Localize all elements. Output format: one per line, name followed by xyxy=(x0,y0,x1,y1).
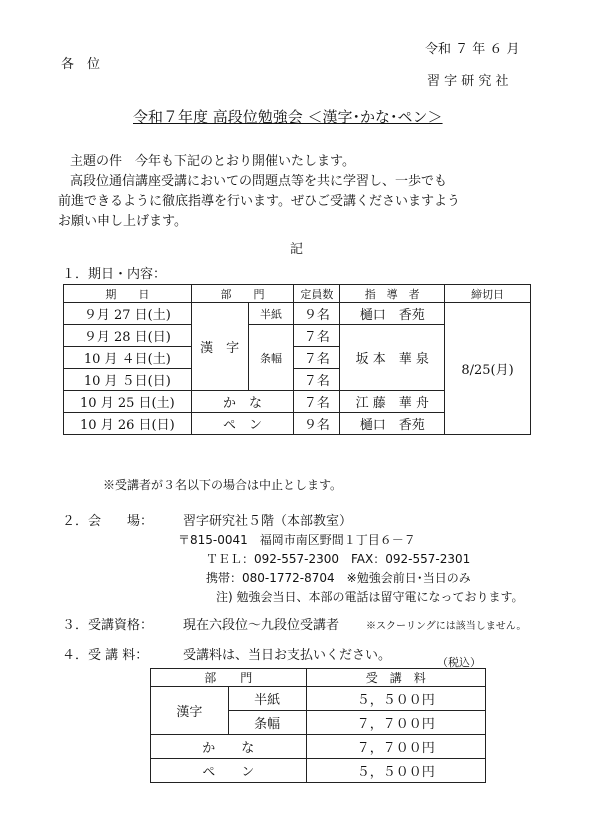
instructor-cell: 江 藤 華 舟 xyxy=(340,391,445,413)
fee-header-row xyxy=(151,669,486,687)
instructor-cell: 樋口 香苑 xyxy=(340,303,445,325)
intro-line-1: 主題の件 今年も下記のとおり開催いたします。 xyxy=(70,154,355,169)
organization-name: 習 字 研 究 社 xyxy=(427,74,509,89)
fee-cell: ５，５００円 xyxy=(306,687,485,711)
header-deadline: 締切日 xyxy=(445,285,531,303)
capacity-cell: ７名 xyxy=(294,347,340,369)
schedule-header-row xyxy=(64,285,531,303)
table-row xyxy=(151,735,486,759)
fee-cell: ５，５００円 xyxy=(306,759,485,783)
document-title: 令和７年度 高段位勉強会 ＜漢字･かな･ペン＞ xyxy=(133,108,443,126)
fee-cell: ７，７００円 xyxy=(306,735,485,759)
table-row xyxy=(151,687,486,711)
schedule-table xyxy=(63,284,531,435)
header-fee: 受 講 料 xyxy=(306,669,485,687)
section-1-heading: １．期日・内容： xyxy=(62,267,167,282)
venue-address: 〒815-0041 福岡市南区野間１丁目６－７ xyxy=(178,533,416,547)
intro-line-3: 前進できるように徹底指導を行います。ぜひご受講くださいますよう xyxy=(58,194,460,209)
venue-phone-fax: ＴＥＬ：092-557-2300 FAX：092-557-2301 xyxy=(206,552,471,566)
header-department: 部 門 xyxy=(191,285,294,303)
header-capacity: 定員数 xyxy=(294,285,340,303)
department-pen: ペ ン xyxy=(151,759,307,783)
department-kanji: 漢 字 xyxy=(191,303,248,391)
department-kana: か な xyxy=(191,391,294,413)
issue-date: 令和 ７ 年 ６ 月 xyxy=(425,42,520,57)
subdepartment-hanshi: 半紙 xyxy=(248,303,294,325)
department-kana: か な xyxy=(151,735,307,759)
eligibility-note: ※スクーリングには該当しません。 xyxy=(366,621,527,632)
eligibility-value: 現在六段位～九段位受講者 xyxy=(183,618,340,633)
venue-note: 注) 勉強会当日、本部の電話は留守電になっております。 xyxy=(216,590,524,604)
date-cell: 10 月 26 日(日) xyxy=(64,413,192,435)
date-cell: 10 月 25 日(土) xyxy=(64,391,192,413)
date-cell: ９月 28 日(日) xyxy=(64,325,192,347)
tax-included-label: （税込） xyxy=(437,656,481,669)
table-row xyxy=(151,759,486,783)
capacity-cell: ９名 xyxy=(294,413,340,435)
table-row xyxy=(64,303,531,325)
subdepartment-jofuku: 条幅 xyxy=(228,711,306,735)
capacity-cell: ７名 xyxy=(294,391,340,413)
venue-name: 習字研究社５階（本部教室） xyxy=(183,514,353,529)
date-cell: ９月 27 日(土) xyxy=(64,303,192,325)
instructor-cell: 樋口 香苑 xyxy=(340,413,445,435)
department-kanji: 漢字 xyxy=(151,687,229,735)
department-pen: ペ ン xyxy=(191,413,294,435)
recipient: 各 位 xyxy=(61,57,101,72)
fee-table xyxy=(150,668,486,783)
ki-marker: 記 xyxy=(290,242,304,257)
date-cell: 10 月 ４日(土) xyxy=(64,347,192,369)
header-department: 部 門 xyxy=(151,669,307,687)
fee-instruction: 受講料は、当日お支払いください。 xyxy=(183,648,392,663)
header-date: 期 日 xyxy=(64,285,192,303)
header-instructor: 指 導 者 xyxy=(340,285,445,303)
venue-mobile: 携帯：080-1772-8704 ※勉強会前日･当日のみ xyxy=(206,571,471,585)
capacity-cell: ７名 xyxy=(294,325,340,347)
subdepartment-hanshi: 半紙 xyxy=(228,687,306,711)
intro-line-4: お願い申し上げます。 xyxy=(58,214,187,229)
capacity-cell: ７名 xyxy=(294,369,340,391)
section-2-heading: ２．会 場： xyxy=(62,514,154,529)
date-cell: 10 月 ５日(日) xyxy=(64,369,192,391)
section-3-heading: ３．受講資格： xyxy=(62,618,154,633)
instructor-cell: 坂 本 華 泉 xyxy=(340,325,445,391)
intro-line-2: 高段位通信講座受講においての問題点等を共に学習し、一歩でも xyxy=(70,174,448,189)
capacity-cell: ９名 xyxy=(294,303,340,325)
section-4-heading: ４．受 講 料： xyxy=(62,648,149,663)
deadline-cell: 8/25(月) xyxy=(445,303,531,435)
fee-cell: ７，７００円 xyxy=(306,711,485,735)
cancellation-notice: ※受講者が３名以下の場合は中止とします。 xyxy=(103,478,343,492)
subdepartment-jofuku: 条幅 xyxy=(248,325,294,391)
